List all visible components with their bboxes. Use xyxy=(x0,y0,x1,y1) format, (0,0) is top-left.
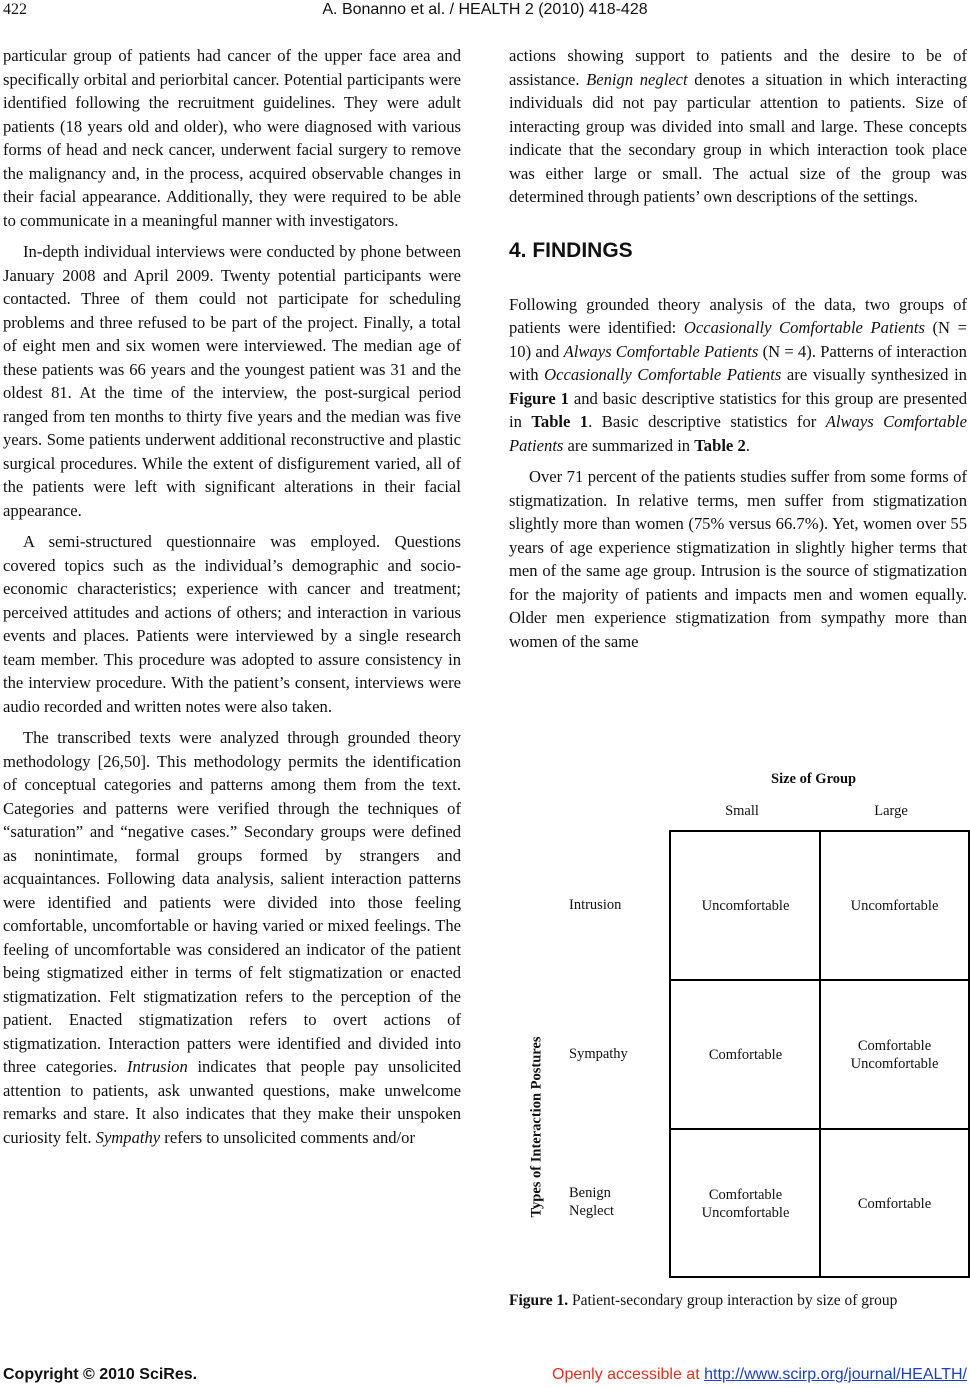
cell-sympathy-large xyxy=(820,981,969,1129)
row-label-intrusion: Intrusion xyxy=(569,897,622,913)
cell-sympathy-small xyxy=(671,981,820,1129)
x-axis-title: Size of Group xyxy=(771,771,857,787)
column-label-large: Large xyxy=(874,803,908,819)
cell-benign-small xyxy=(671,1130,820,1278)
term-benign-neglect: Benign neglect xyxy=(586,69,688,89)
access-text: Openly accessible at xyxy=(552,1366,705,1383)
paragraph-text: actions showing support to patients and the desire to be of assistance. xyxy=(509,46,967,89)
y-axis-title: Types of Interaction Postures xyxy=(528,1036,545,1218)
page-number: 422 xyxy=(3,1,27,18)
caption-text: Patient-secondary group interaction by size of group xyxy=(568,1292,898,1309)
cell-text: Comfortable xyxy=(857,1196,932,1212)
paragraph-text: indicates that people pay unsolicited attention to patients, ask unwanted questions, make unwelcome remarks and stare. It also indicates that they make their unspoken curiosity felt. xyxy=(3,1057,462,1147)
text: . xyxy=(745,435,750,455)
journal-link[interactable]: http://www.scirp.org/journal/HEALTH/ xyxy=(704,1366,967,1383)
table-ref: Table 1 xyxy=(531,412,589,431)
paragraph: A semi-structured questionnaire was employed. Questions covered topics such as the individual’s demographic and socio-economic characteristics; experience with cancer and treatment; perceived attitudes and actions of others; and interaction in various events and places. Patients were interviewed by a single research team member. This procedure was adopted to assure consistency in the interview procedure. With the patient’s consent, interviews were audio recorded and written notes were also taken. xyxy=(3,532,461,716)
text: are summarized in xyxy=(563,435,695,455)
cell-text: Comfortable xyxy=(708,1187,783,1203)
cell-text: Uncomfortable xyxy=(850,1056,939,1072)
row-label-benign-neglect xyxy=(569,1184,659,1220)
interaction-grid xyxy=(669,830,970,1278)
text: (N = 10) and xyxy=(509,318,967,361)
cell-intrusion-small xyxy=(671,832,820,980)
term-intrusion: Intrusion xyxy=(126,1057,188,1076)
paragraph xyxy=(3,726,461,1149)
term: Always Comfortable Patients xyxy=(509,412,967,455)
paragraph: In-depth individual interviews were conducted by phone between January 2008 and April 2009. Twenty potential participants were contacted. Three of them could not participate for scheduling problems and three refused to be part of the project. Finally, a total of eight men and six women were interviewed. The median age of these patients was 66 years and the youngest patient was 31 and the oldest 81. At the time of the interview, the post-surgical period ranged from ten months to thirty five years and the median was five years. Some patients underwent additional reconstructive and plastic surgical procedures. While the extent of disfigurement varied, all of the patients were left with significant alterations in their facial appearance. xyxy=(3,242,461,520)
term: Occasionally Comfortable Patients xyxy=(683,318,925,337)
figure-caption xyxy=(509,1292,970,1310)
text: Following grounded theory analysis of the data, two groups of patients were identified: xyxy=(509,294,967,337)
cell-text: Uncomfortable xyxy=(701,1205,790,1221)
cell-text: Comfortable xyxy=(857,1038,932,1054)
term-sympathy: Sympathy xyxy=(95,1127,161,1147)
paragraph-text: refers to unsolicited comments and/or xyxy=(160,1127,415,1147)
access-note xyxy=(552,1366,967,1384)
section-heading: 4. FINDINGS xyxy=(509,238,633,262)
paragraph-text: denotes a situation in which interacting individuals did not pay particular attention to patients. Size of interacting group was divided into small and large. These concepts indicate that the secondary group in which interaction took place was either large or small. The actual size of the group was determined through patients’ own descriptions of the settings. xyxy=(509,69,967,206)
cell-text: Comfortable xyxy=(708,1047,783,1063)
copyright: Copyright © 2010 SciRes. xyxy=(3,1366,198,1383)
paragraph xyxy=(509,293,967,458)
running-head xyxy=(0,1,970,19)
row-label-sympathy: Sympathy xyxy=(569,1046,628,1062)
text: and basic descriptive statistics for this group are presented in xyxy=(509,388,968,431)
term: Occasionally Comfortable Patients xyxy=(544,365,782,384)
caption-label: Figure 1. xyxy=(509,1292,569,1309)
running-head-text: A. Bonanno et al. / HEALTH 2 (2010) 418-428 xyxy=(322,1,648,18)
text: (N = 4). Patterns of interaction with xyxy=(509,341,967,384)
left-column xyxy=(3,44,461,1149)
row-label-line: Benign xyxy=(569,1185,611,1201)
cell-intrusion-large xyxy=(820,832,969,980)
paragraph: Over 71 percent of the patients studies suffer from some forms of stigmatization. In relative terms, men suffer from stigmatization slightly more than women (75% versus 66.7%). Yet, women over 55 years of age experience stigmatization in slightly higher terms that men of the same age group. Intrusion is the source of stigmatization for the majority of patients and impacts men and women equally. Older men experience stigmatization from sympathy more than women of the same xyxy=(509,467,967,651)
cell-text: Uncomfortable xyxy=(850,898,939,914)
table-ref: Table 2 xyxy=(694,435,746,455)
paragraph xyxy=(509,44,967,209)
text: . Basic descriptive statistics for xyxy=(588,412,826,431)
column-label-small: Small xyxy=(725,803,759,819)
term: Always Comfortable Patients xyxy=(563,341,759,361)
figure-ref: Figure 1 xyxy=(509,388,569,408)
text: are visually synthesized in xyxy=(781,365,967,384)
right-column xyxy=(509,44,967,653)
cell-benign-large xyxy=(820,1130,969,1278)
figure-1 xyxy=(509,760,970,1320)
row-label-line: Neglect xyxy=(569,1203,615,1219)
paragraph: particular group of patients had cancer of the upper face area and specifically orbital and periorbital cancer. Potential participants were identified following the recruitment guidelines. They were adult patients (18 years old and older), who were diagnosed with various forms of head and neck cancer, underwent facial surgery to remove the malignancy and, in the process, acquired observable changes in their facial appearance. Additionally, they were required to be able to communicate in a meaningful manner with investigators. xyxy=(3,46,461,230)
cell-text: Uncomfortable xyxy=(701,898,790,914)
paragraph-text: The transcribed texts were analyzed through grounded theory methodology [26,50]. This methodology permits the identification of conceptual categories and patterns among them from the text. Categories and patterns were verified through the techniques of “saturation” and “negative cases.” Secondary groups were defined as nonintimate, formal groups formed by strangers and acquaintances. Following data analysis, salient interaction patterns were identified and patients were divided into those feeling comfortable, uncomfortable or having varied or mixed feelings. The feeling of uncomfortable was considered an indicator of the patient being stigmatized either in terms of felt stigmatization or enacted stigmatization. Felt stigmatization refers to the perception of the patient. Enacted stigmatization refers to overt actions of stigmatization. Interaction patters were identified and divided into three categories. xyxy=(3,728,461,1076)
